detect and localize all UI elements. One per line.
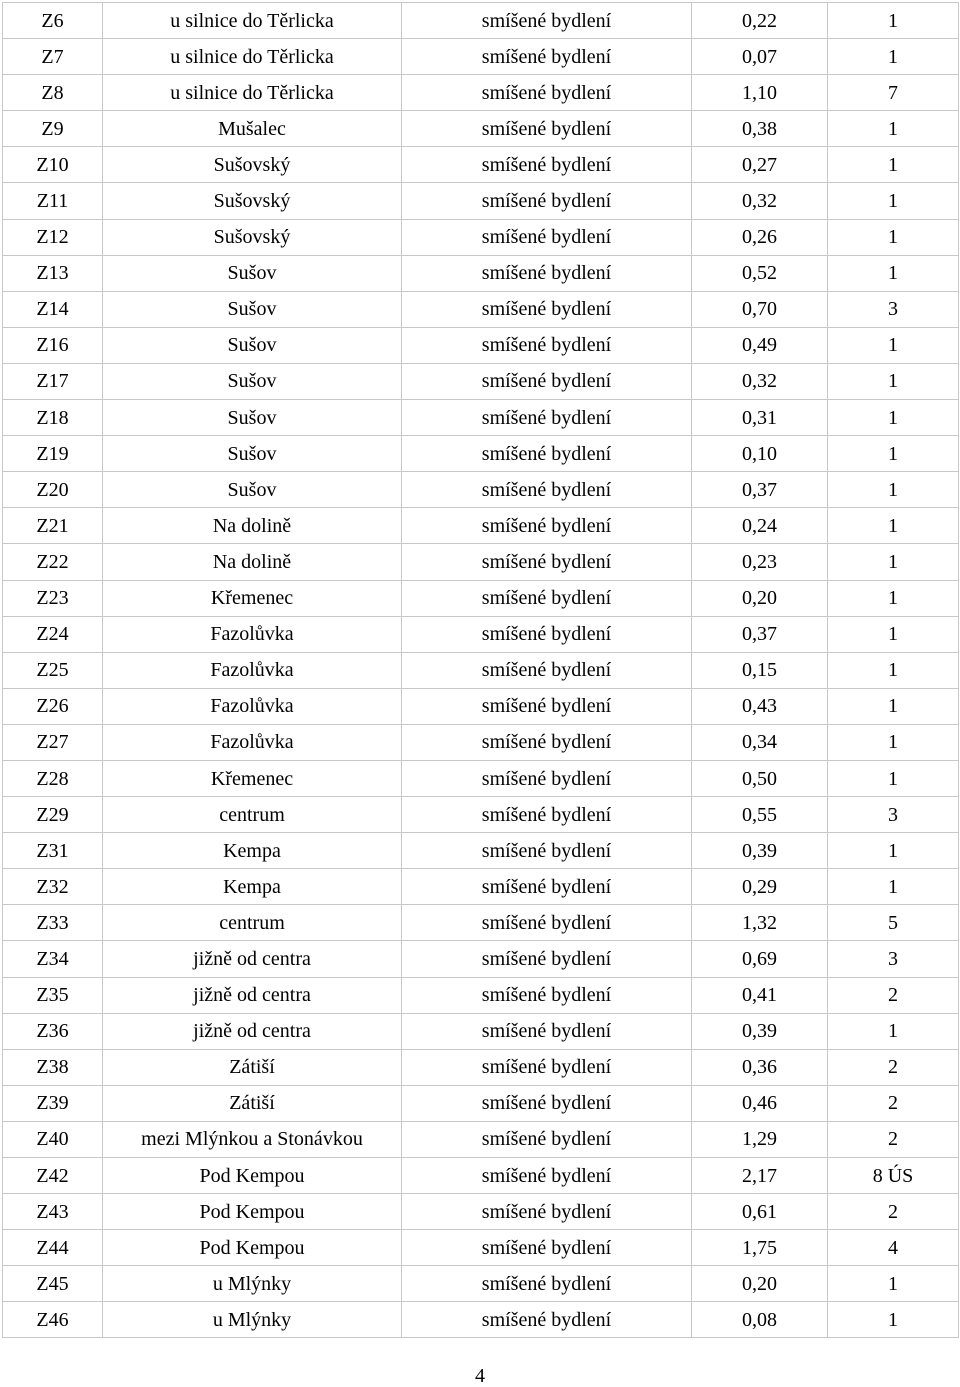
zone-id-cell: Z39 (3, 1085, 103, 1121)
zone-id-cell: Z11 (3, 183, 103, 219)
land-use-cell: smíšené bydlení (402, 724, 692, 760)
area-cell: 0,08 (692, 1302, 828, 1338)
land-use-cell: smíšené bydlení (402, 1121, 692, 1157)
count-cell: 1 (828, 183, 959, 219)
location-cell: Na dolině (103, 544, 402, 580)
count-cell: 2 (828, 1121, 959, 1157)
zone-id-cell: Z12 (3, 219, 103, 255)
count-cell: 1 (828, 363, 959, 399)
land-use-cell: smíšené bydlení (402, 39, 692, 75)
zone-id-cell: Z35 (3, 977, 103, 1013)
land-use-cell: smíšené bydlení (402, 219, 692, 255)
zone-id-cell: Z27 (3, 724, 103, 760)
zone-id-cell: Z13 (3, 255, 103, 291)
zone-id-cell: Z7 (3, 39, 103, 75)
count-cell: 1 (828, 436, 959, 472)
location-cell: Fazolůvka (103, 724, 402, 760)
area-cell: 0,39 (692, 833, 828, 869)
land-use-cell: smíšené bydlení (402, 616, 692, 652)
land-use-cell: smíšené bydlení (402, 1266, 692, 1302)
land-use-cell: smíšené bydlení (402, 1230, 692, 1266)
page-number: 4 (475, 1365, 485, 1387)
table-row (3, 1049, 959, 1085)
count-cell: 5 (828, 905, 959, 941)
location-cell: u silnice do Těrlicka (103, 75, 402, 111)
location-cell: Pod Kempou (103, 1194, 402, 1230)
table-row (3, 1013, 959, 1049)
count-cell: 2 (828, 1085, 959, 1121)
location-cell: Fazolůvka (103, 688, 402, 724)
land-use-cell: smíšené bydlení (402, 183, 692, 219)
zone-id-cell: Z45 (3, 1266, 103, 1302)
table-row (3, 111, 959, 147)
land-use-cell: smíšené bydlení (402, 688, 692, 724)
table-row (3, 616, 959, 652)
zone-id-cell: Z34 (3, 941, 103, 977)
zone-id-cell: Z8 (3, 75, 103, 111)
table-row (3, 1302, 959, 1338)
table-row (3, 688, 959, 724)
location-cell: u Mlýnky (103, 1302, 402, 1338)
land-use-cell: smíšené bydlení (402, 291, 692, 327)
location-cell: Sušov (103, 400, 402, 436)
location-cell: Mušalec (103, 111, 402, 147)
count-cell: 1 (828, 1266, 959, 1302)
count-cell: 1 (828, 688, 959, 724)
zone-id-cell: Z18 (3, 400, 103, 436)
count-cell: 1 (828, 255, 959, 291)
table-row (3, 580, 959, 616)
count-cell: 1 (828, 1013, 959, 1049)
land-use-cell: smíšené bydlení (402, 544, 692, 580)
count-cell: 1 (828, 724, 959, 760)
land-use-cell: smíšené bydlení (402, 436, 692, 472)
land-use-cell: smíšené bydlení (402, 1049, 692, 1085)
land-use-cell: smíšené bydlení (402, 869, 692, 905)
area-cell: 0,55 (692, 797, 828, 833)
area-cell: 1,32 (692, 905, 828, 941)
location-cell: Křemenec (103, 760, 402, 796)
area-cell: 0,23 (692, 544, 828, 580)
location-cell: jižně od centra (103, 1013, 402, 1049)
zone-id-cell: Z24 (3, 616, 103, 652)
area-cell: 0,20 (692, 1266, 828, 1302)
count-cell: 1 (828, 111, 959, 147)
table-row (3, 941, 959, 977)
zone-id-cell: Z10 (3, 147, 103, 183)
count-cell: 2 (828, 1049, 959, 1085)
count-cell: 1 (828, 327, 959, 363)
land-use-cell: smíšené bydlení (402, 941, 692, 977)
location-cell: jižně od centra (103, 977, 402, 1013)
table-row (3, 39, 959, 75)
count-cell: 3 (828, 291, 959, 327)
table-row (3, 869, 959, 905)
count-cell: 1 (828, 472, 959, 508)
location-cell: Na dolině (103, 508, 402, 544)
count-cell: 2 (828, 977, 959, 1013)
zones-table-body (3, 3, 959, 1338)
area-cell: 0,69 (692, 941, 828, 977)
land-use-cell: smíšené bydlení (402, 1302, 692, 1338)
zone-id-cell: Z25 (3, 652, 103, 688)
area-cell: 0,43 (692, 688, 828, 724)
area-cell: 0,39 (692, 1013, 828, 1049)
area-cell: 0,36 (692, 1049, 828, 1085)
table-row (3, 1194, 959, 1230)
location-cell: Sušovský (103, 147, 402, 183)
land-use-cell: smíšené bydlení (402, 147, 692, 183)
table-row (3, 363, 959, 399)
table-row (3, 544, 959, 580)
table-row (3, 436, 959, 472)
area-cell: 0,38 (692, 111, 828, 147)
land-use-cell: smíšené bydlení (402, 760, 692, 796)
area-cell: 0,10 (692, 436, 828, 472)
land-use-cell: smíšené bydlení (402, 797, 692, 833)
zone-id-cell: Z46 (3, 1302, 103, 1338)
count-cell: 1 (828, 219, 959, 255)
location-cell: Sušovský (103, 183, 402, 219)
count-cell: 1 (828, 39, 959, 75)
table-row (3, 1266, 959, 1302)
land-use-cell: smíšené bydlení (402, 580, 692, 616)
land-use-cell: smíšené bydlení (402, 400, 692, 436)
location-cell: u silnice do Těrlicka (103, 39, 402, 75)
area-cell: 0,26 (692, 219, 828, 255)
zone-id-cell: Z9 (3, 111, 103, 147)
land-use-cell: smíšené bydlení (402, 111, 692, 147)
location-cell: centrum (103, 905, 402, 941)
table-row (3, 327, 959, 363)
area-cell: 0,29 (692, 869, 828, 905)
table-row (3, 652, 959, 688)
zone-id-cell: Z36 (3, 1013, 103, 1049)
area-cell: 0,41 (692, 977, 828, 1013)
land-use-cell: smíšené bydlení (402, 905, 692, 941)
zone-id-cell: Z16 (3, 327, 103, 363)
land-use-cell: smíšené bydlení (402, 508, 692, 544)
area-cell: 0,52 (692, 255, 828, 291)
count-cell: 1 (828, 1302, 959, 1338)
zone-id-cell: Z40 (3, 1121, 103, 1157)
area-cell: 0,49 (692, 327, 828, 363)
land-use-cell: smíšené bydlení (402, 977, 692, 1013)
table-row (3, 400, 959, 436)
location-cell: Pod Kempou (103, 1158, 402, 1194)
location-cell: Zátiší (103, 1085, 402, 1121)
area-cell: 0,20 (692, 580, 828, 616)
zone-id-cell: Z31 (3, 833, 103, 869)
zone-id-cell: Z26 (3, 688, 103, 724)
zones-table (2, 2, 959, 1338)
count-cell: 1 (828, 508, 959, 544)
land-use-cell: smíšené bydlení (402, 255, 692, 291)
zone-id-cell: Z28 (3, 760, 103, 796)
area-cell: 0,61 (692, 1194, 828, 1230)
table-row (3, 977, 959, 1013)
land-use-cell: smíšené bydlení (402, 1085, 692, 1121)
area-cell: 0,27 (692, 147, 828, 183)
location-cell: Zátiší (103, 1049, 402, 1085)
zone-id-cell: Z43 (3, 1194, 103, 1230)
area-cell: 1,10 (692, 75, 828, 111)
area-cell: 2,17 (692, 1158, 828, 1194)
table-row (3, 1085, 959, 1121)
count-cell: 1 (828, 869, 959, 905)
count-cell: 1 (828, 147, 959, 183)
table-row (3, 147, 959, 183)
area-cell: 0,32 (692, 363, 828, 399)
count-cell: 3 (828, 941, 959, 977)
zone-id-cell: Z19 (3, 436, 103, 472)
zone-id-cell: Z21 (3, 508, 103, 544)
table-row (3, 508, 959, 544)
area-cell: 0,31 (692, 400, 828, 436)
land-use-cell: smíšené bydlení (402, 75, 692, 111)
table-row (3, 255, 959, 291)
count-cell: 1 (828, 652, 959, 688)
location-cell: Sušov (103, 363, 402, 399)
area-cell: 0,24 (692, 508, 828, 544)
table-row (3, 1121, 959, 1157)
area-cell: 1,29 (692, 1121, 828, 1157)
table-row (3, 219, 959, 255)
table-row (3, 905, 959, 941)
area-cell: 0,34 (692, 724, 828, 760)
zone-id-cell: Z17 (3, 363, 103, 399)
area-cell: 0,32 (692, 183, 828, 219)
zone-id-cell: Z42 (3, 1158, 103, 1194)
land-use-cell: smíšené bydlení (402, 1194, 692, 1230)
land-use-cell: smíšené bydlení (402, 3, 692, 39)
area-cell: 0,37 (692, 472, 828, 508)
location-cell: Fazolůvka (103, 652, 402, 688)
location-cell: jižně od centra (103, 941, 402, 977)
zone-id-cell: Z20 (3, 472, 103, 508)
location-cell: Sušovský (103, 219, 402, 255)
table-row (3, 833, 959, 869)
area-cell: 1,75 (692, 1230, 828, 1266)
location-cell: Pod Kempou (103, 1230, 402, 1266)
count-cell: 3 (828, 797, 959, 833)
land-use-cell: smíšené bydlení (402, 1013, 692, 1049)
table-row (3, 797, 959, 833)
count-cell: 1 (828, 833, 959, 869)
area-cell: 0,70 (692, 291, 828, 327)
location-cell: Sušov (103, 472, 402, 508)
count-cell: 1 (828, 3, 959, 39)
count-cell: 1 (828, 544, 959, 580)
land-use-cell: smíšené bydlení (402, 472, 692, 508)
area-cell: 0,22 (692, 3, 828, 39)
land-use-cell: smíšené bydlení (402, 652, 692, 688)
zone-id-cell: Z22 (3, 544, 103, 580)
location-cell: Sušov (103, 436, 402, 472)
count-cell: 2 (828, 1194, 959, 1230)
zone-id-cell: Z23 (3, 580, 103, 616)
location-cell: Křemenec (103, 580, 402, 616)
count-cell: 1 (828, 616, 959, 652)
location-cell: Sušov (103, 255, 402, 291)
count-cell: 1 (828, 400, 959, 436)
land-use-cell: smíšené bydlení (402, 327, 692, 363)
location-cell: u silnice do Těrlicka (103, 3, 402, 39)
count-cell: 4 (828, 1230, 959, 1266)
location-cell: u Mlýnky (103, 1266, 402, 1302)
zone-id-cell: Z44 (3, 1230, 103, 1266)
land-use-cell: smíšené bydlení (402, 833, 692, 869)
location-cell: Fazolůvka (103, 616, 402, 652)
table-row (3, 291, 959, 327)
zone-id-cell: Z32 (3, 869, 103, 905)
zone-id-cell: Z29 (3, 797, 103, 833)
location-cell: Kempa (103, 833, 402, 869)
table-row (3, 472, 959, 508)
zone-id-cell: Z38 (3, 1049, 103, 1085)
table-row (3, 724, 959, 760)
location-cell: mezi Mlýnkou a Stonávkou (103, 1121, 402, 1157)
area-cell: 0,15 (692, 652, 828, 688)
table-row (3, 3, 959, 39)
area-cell: 0,46 (692, 1085, 828, 1121)
table-row (3, 75, 959, 111)
count-cell: 1 (828, 580, 959, 616)
zone-id-cell: Z6 (3, 3, 103, 39)
land-use-cell: smíšené bydlení (402, 363, 692, 399)
location-cell: Sušov (103, 327, 402, 363)
location-cell: Kempa (103, 869, 402, 905)
land-use-cell: smíšené bydlení (402, 1158, 692, 1194)
table-row (3, 183, 959, 219)
table-row (3, 760, 959, 796)
table-row (3, 1158, 959, 1194)
area-cell: 0,07 (692, 39, 828, 75)
count-cell: 7 (828, 75, 959, 111)
area-cell: 0,37 (692, 616, 828, 652)
area-cell: 0,50 (692, 760, 828, 796)
location-cell: centrum (103, 797, 402, 833)
zone-id-cell: Z14 (3, 291, 103, 327)
table-row (3, 1230, 959, 1266)
location-cell: Sušov (103, 291, 402, 327)
zone-id-cell: Z33 (3, 905, 103, 941)
count-cell: 1 (828, 760, 959, 796)
count-cell: 8 ÚS (828, 1158, 959, 1194)
